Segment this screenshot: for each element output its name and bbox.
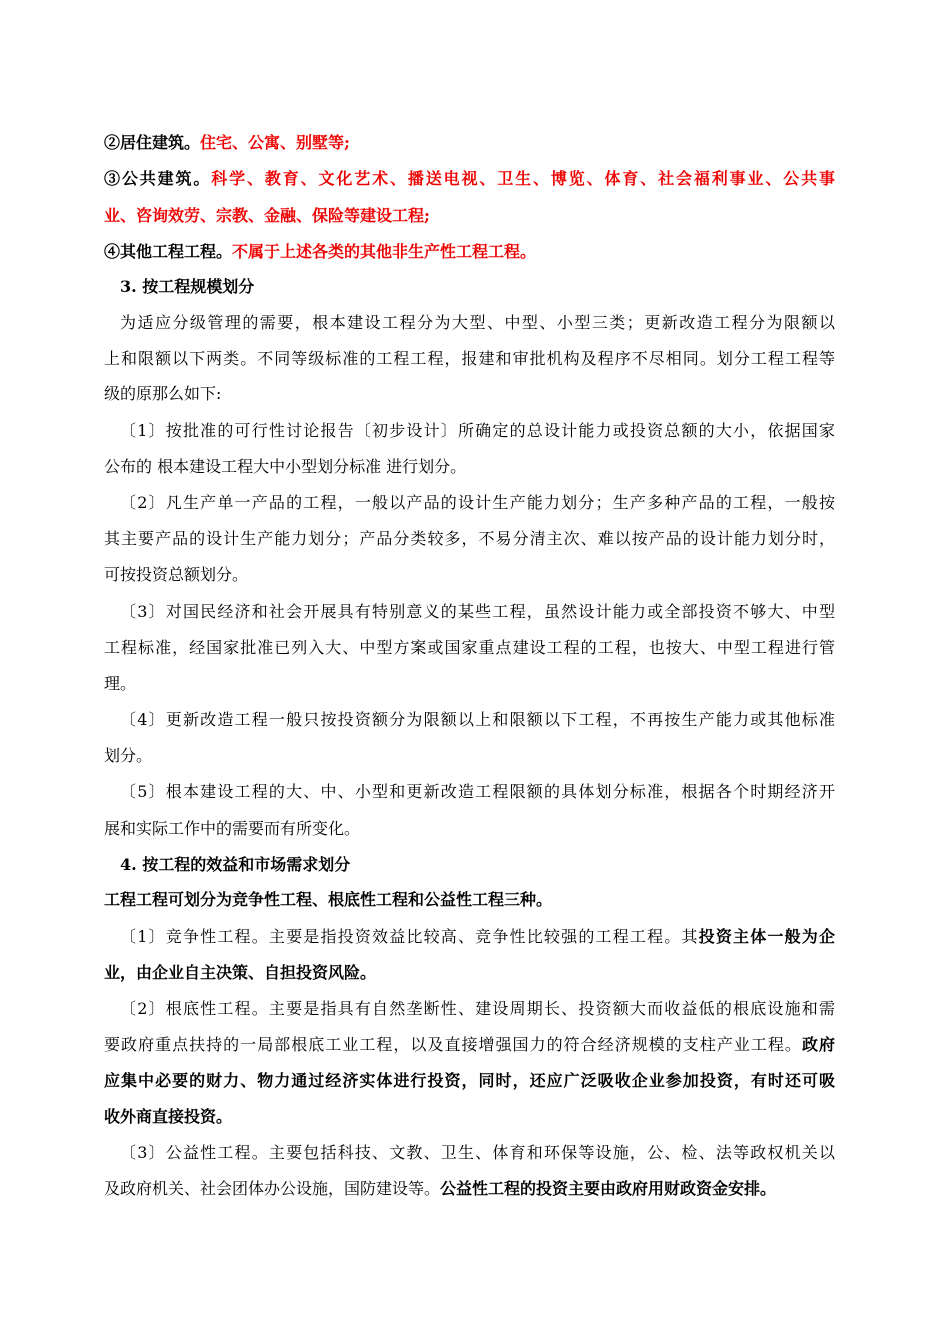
paragraph-line <box>104 1033 835 1057</box>
paragraph-line: 理。 <box>104 674 137 693</box>
label: ③公共建筑。 <box>104 169 212 188</box>
paragraph-line: 收外商直接投资。 <box>104 1107 233 1126</box>
paragraph-line: 〔2〕根底性工程。主要是指具有自然垄断性、建设周期长、投资额大而收益低的根底设施和需 <box>120 999 835 1018</box>
examples: 住宅、公寓、别墅等; <box>200 133 350 152</box>
paragraph-line: 业，由企业自主决策、自担投资风险。 <box>104 963 377 982</box>
emphasis: 投资主体一般为企 <box>698 927 835 946</box>
category-residential <box>104 131 350 155</box>
text: 及政府机关、社会团体办公设施，国防建设等。 <box>104 1179 441 1198</box>
examples: 业、咨询效劳、宗教、金融、保险等建设工程; <box>104 206 430 225</box>
paragraph-line: 〔3〕对国民经济和社会开展具有特别意义的某些工程，虽然设计能力或全部投资不够大、中型 <box>120 602 835 621</box>
emphasis: 政府 <box>801 1035 835 1054</box>
section-heading-3: 3. 按工程规模划分 <box>120 277 255 296</box>
text: 要政府重点扶持的一局部根底工业工程，以及直接增强国力的符合经济规模的支柱产业工程。 <box>104 1035 802 1054</box>
text: 〔1〕竞争性工程。主要是指投资效益比较高、竞争性比较强的工程工程。其 <box>120 927 699 946</box>
paragraph-line: 展和实际工作中的需要而有所变化。 <box>104 819 361 838</box>
paragraph-line <box>120 925 835 949</box>
emphasis: 公益性工程的投资主要由政府用财政资金安排。 <box>440 1179 777 1198</box>
paragraph-line: 〔3〕公益性工程。主要包括科技、文教、卫生、体育和环保等设施，公、检、法等政权机关以 <box>120 1143 835 1162</box>
paragraph-line: 公布的 根本建设工程大中小型划分标准 进行划分。 <box>104 457 467 476</box>
paragraph-line: 为适应分级管理的需要，根本建设工程分为大型、中型、小型三类；更新改造工程分为限额以 <box>120 313 835 332</box>
label: ②居住建筑。 <box>104 133 201 152</box>
section-heading-4: 4. 按工程的效益和市场需求划分 <box>120 855 351 874</box>
paragraph-line: 〔1〕按批准的可行性讨论报告〔初步设计〕所确定的总设计能力或投资总额的大小，依据国家 <box>120 421 835 440</box>
label: ④其他工程工程。 <box>104 242 233 261</box>
section-summary: 工程工程可划分为竞争性工程、根底性工程和公益性工程三种。 <box>104 890 553 909</box>
paragraph-line: 可按投资总额划分。 <box>104 565 249 584</box>
paragraph-line: 〔4〕更新改造工程一般只按投资额分为限额以上和限额以下工程，不再按生产能力或其他标准 <box>120 710 835 729</box>
paragraph-line: 级的原那么如下: <box>104 384 222 403</box>
category-public-continued <box>104 204 430 228</box>
paragraph-line <box>104 1177 776 1201</box>
paragraph-line: 〔2〕凡生产单一产品的工程，一般以产品的设计生产能力划分；生产多种产品的工程，一般按 <box>120 493 835 512</box>
paragraph-line: 上和限额以下两类。不同等级标准的工程工程，报建和审批机构及程序不尽相同。划分工程工程等 <box>104 349 835 368</box>
paragraph-line: 划分。 <box>104 746 153 765</box>
examples: 科学、教育、文化艺术、播送电视、卫生、博览、体育、社会福利事业、公共事 <box>211 169 835 188</box>
paragraph-line: 工程标准，经国家批准已列入大、中型方案或国家重点建设工程的工程，也按大、中型工程进行管 <box>104 638 835 657</box>
category-other <box>104 240 536 264</box>
paragraph-line: 应集中必要的财力、物力通过经济实体进行投资，同时，还应广泛吸收企业参加投资，有时还可吸 <box>104 1071 835 1090</box>
paragraph-line: 其主要产品的设计生产能力划分；产品分类较多，不易分清主次、难以按产品的设计能力划分时， <box>104 529 835 548</box>
category-public <box>104 167 835 191</box>
paragraph-line: 〔5〕根本建设工程的大、中、小型和更新改造工程限额的具体划分标准，根据各个时期经济开 <box>120 782 835 801</box>
examples: 不属于上述各类的其他非生产性工程工程。 <box>232 242 537 261</box>
